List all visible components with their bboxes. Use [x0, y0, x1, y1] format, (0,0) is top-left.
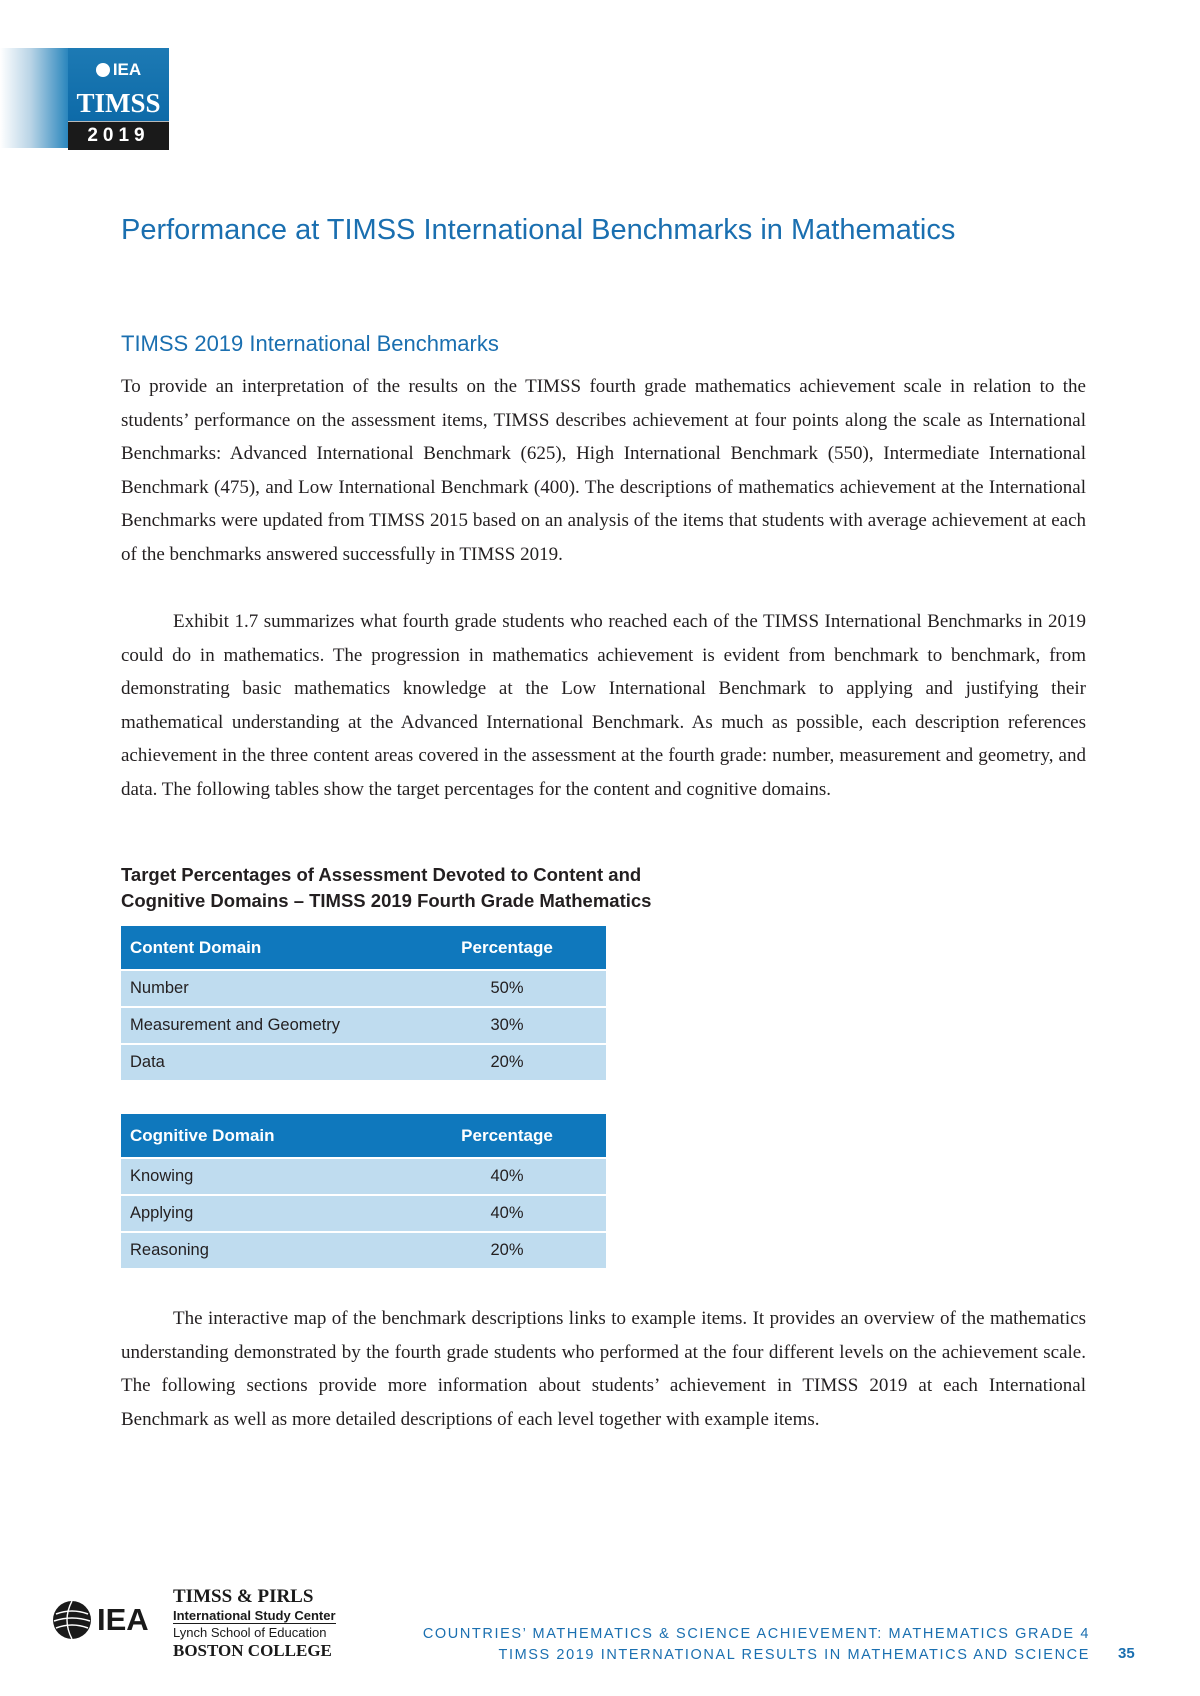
logo-iea-mark [68, 60, 169, 80]
footer-line-2: International Study Center [173, 1608, 336, 1623]
table-row [121, 970, 606, 1007]
table-caption: Target Percentages of Assessment Devoted to Content and Cognitive Domains – TIMSS 2019 Fourth Grade Mathematics [121, 864, 652, 911]
table-cell: Data [121, 1044, 408, 1080]
table-header-row [121, 926, 606, 970]
table-row [121, 1195, 606, 1232]
cognitive-domain-table [121, 1114, 606, 1268]
table-header-row [121, 1114, 606, 1158]
table-cell: 20% [408, 1232, 606, 1268]
footer-running-title [423, 1624, 1090, 1666]
table-cell: Number [121, 970, 408, 1007]
table-cell: Applying [121, 1195, 408, 1232]
column-header: Content Domain [121, 926, 408, 970]
table-cell: 40% [408, 1158, 606, 1195]
footer-iea-text: IEA [97, 1602, 149, 1637]
footer-center-lines [173, 1586, 336, 1661]
footer-line-4: BOSTON COLLEGE [173, 1641, 332, 1660]
page-title: Performance at TIMSS International Benchmarks in Mathematics [121, 214, 956, 246]
column-header: Percentage [408, 1114, 606, 1158]
logo-year: 2019 [68, 122, 169, 150]
table-row [121, 1007, 606, 1044]
page-number: 35 [1118, 1645, 1135, 1662]
body-paragraph-1: To provide an interpretation of the results on the TIMSS fourth grade mathematics achievement scale in relation to the students’ performance on the assessment items, TIMSS describes achievement at four points along the scale as International Benchmarks: Advanced International Benchmark (625), High International Benchmark (550), Intermediate International Benchmark (475), and Low International Benchmark (400). The descriptions of mathematics achievement at the International Benchmarks were updated from TIMSS 2015 based on an analysis of the items that students with average achievement at each of the benchmarks answered successfully in TIMSS 2019. [121, 376, 1086, 565]
logo-iea-text: IEA [112, 60, 142, 79]
running-title-2: TIMSS 2019 INTERNATIONAL RESULTS IN MATHEMATICS AND SCIENCE [498, 1647, 1090, 1663]
footer-line-1: TIMSS & PIRLS [173, 1586, 314, 1607]
table-cell: 50% [408, 970, 606, 1007]
table-cell: 30% [408, 1007, 606, 1044]
table-cell: Knowing [121, 1158, 408, 1195]
body-paragraph-2: Exhibit 1.7 summarizes what fourth grade students who reached each of the TIMSS International Benchmarks in 2019 could do in mathematics. The progression in mathematics achievement is evident from benchmark to benchmark, from demonstrating basic mathematics knowledge at the Low International Benchmark to applying and justifying their mathematical understanding at the Advanced International Benchmark. As much as possible, each description references achievement in the three content areas covered in the assessment at the fourth grade: number, measurement and geometry, and data. The following tables show the target percentages for the content and cognitive domains. [121, 611, 1086, 800]
running-title-1: COUNTRIES’ MATHEMATICS & SCIENCE ACHIEVEMENT: MATHEMATICS GRADE 4 [422, 1626, 1090, 1642]
table-cell: 40% [408, 1195, 606, 1232]
table-row [121, 1232, 606, 1268]
footer-line-3: Lynch School of Education [173, 1623, 336, 1641]
iea-globe-icon [96, 63, 110, 77]
section-subtitle: TIMSS 2019 International Benchmarks [121, 331, 499, 356]
timss-2019-logo [68, 48, 169, 152]
body-paragraph-3: The interactive map of the benchmark descriptions links to example items. It provides an overview of the mathematics understanding demonstrated by the fourth grade students who performed at the four different levels on the achievement scale. The following sections provide more information about students’ achievement in TIMSS 2019 at each International Benchmark as well as more detailed descriptions of each level together with example items. [121, 1308, 1086, 1430]
table-cell: 20% [408, 1044, 606, 1080]
table-row [121, 1044, 606, 1080]
table-cell: Reasoning [121, 1232, 408, 1268]
table-cell: Measurement and Geometry [121, 1007, 408, 1044]
content-domain-table [121, 926, 606, 1080]
column-header: Cognitive Domain [121, 1114, 408, 1158]
header-gradient-bar [0, 48, 68, 148]
column-header: Percentage [408, 926, 606, 970]
iea-globe-icon [52, 1600, 92, 1640]
logo-timss-text: TIMSS [76, 88, 161, 118]
footer-logo [52, 1586, 352, 1660]
table-row [121, 1158, 606, 1195]
